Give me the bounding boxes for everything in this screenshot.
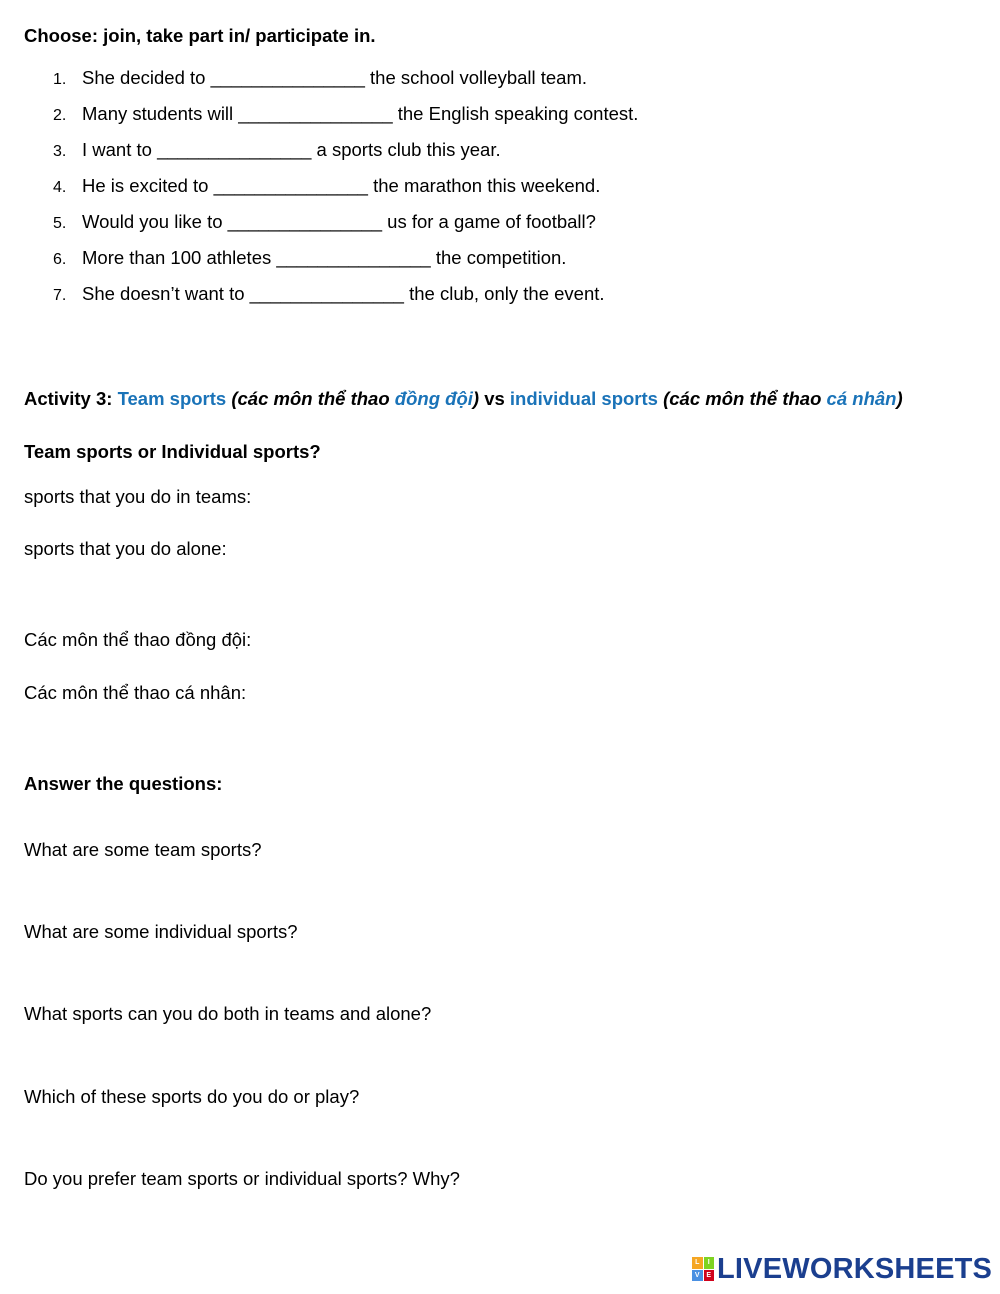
team-vi-label: Các môn thể thao đồng đội: (24, 629, 252, 650)
activity3-heading (24, 388, 903, 410)
item-number: 5. (53, 215, 67, 232)
activity-label: Activity 3: (24, 388, 113, 409)
individual-sports-term: individual sports (509, 388, 658, 409)
team-paren-open: (các môn thể thao (231, 388, 395, 409)
item-text: More than 100 athletes _______________ the competition. (82, 247, 567, 268)
item-text: Would you like to _______________ us for a game of football? (82, 211, 596, 232)
logo-block: V (692, 1270, 703, 1282)
item-number: 1. (53, 71, 67, 88)
individual-definition: sports that you do alone: (24, 538, 227, 559)
questions-heading: Answer the questions: (24, 773, 223, 794)
team-sports-term: Team sports (117, 388, 227, 409)
team-paren-close: ) (472, 388, 480, 409)
question-item: What are some individual sports? (24, 921, 298, 942)
logo-blocks-icon (692, 1257, 714, 1281)
exercise-instruction: Choose: join, take part in/ participate in. (24, 25, 376, 46)
item-number: 6. (53, 251, 67, 268)
item-number: 3. (53, 143, 67, 160)
individual-vi-label: Các môn thể thao cá nhân: (24, 682, 247, 703)
logo-block: L (692, 1257, 703, 1269)
exercise-item (50, 283, 605, 305)
team-vi-term: đồng đội (394, 388, 473, 409)
item-text: He is excited to _______________ the marathon this weekend. (82, 175, 601, 196)
logo-block: I (704, 1257, 715, 1269)
exercise-item (50, 139, 501, 161)
item-text: Many students will _______________ the English speaking contest. (82, 103, 639, 124)
team-definition: sports that you do in teams: (24, 486, 252, 507)
exercise-item (50, 211, 596, 233)
item-number: 7. (53, 287, 67, 304)
item-text: She decided to _______________ the school volleyball team. (82, 67, 588, 88)
exercise-item (50, 175, 600, 197)
logo-text: LIVEWORKSHEETS (717, 1253, 993, 1285)
item-number: 2. (53, 107, 67, 124)
team-or-individual-heading: Team sports or Individual sports? (24, 441, 321, 462)
ind-paren-close: ) (896, 388, 903, 409)
item-text: I want to _______________ a sports club this year. (82, 139, 501, 160)
ind-paren-open: (các môn thể thao (663, 388, 827, 409)
liveworksheets-logo (692, 1254, 992, 1284)
exercise-item (50, 247, 566, 269)
vs-text: vs (484, 388, 505, 409)
item-number: 4. (53, 179, 67, 196)
question-item: Do you prefer team sports or individual sports? Why? (24, 1168, 460, 1189)
exercise-item (50, 103, 638, 125)
exercise-item (50, 67, 587, 89)
logo-block: E (704, 1270, 715, 1282)
question-item: Which of these sports do you do or play? (24, 1086, 360, 1107)
item-text: She doesn’t want to _______________ the club, only the event. (82, 283, 605, 304)
individual-vi-term: cá nhân (826, 388, 897, 409)
question-item: What are some team sports? (24, 839, 262, 860)
question-item: What sports can you do both in teams and alone? (24, 1003, 432, 1024)
